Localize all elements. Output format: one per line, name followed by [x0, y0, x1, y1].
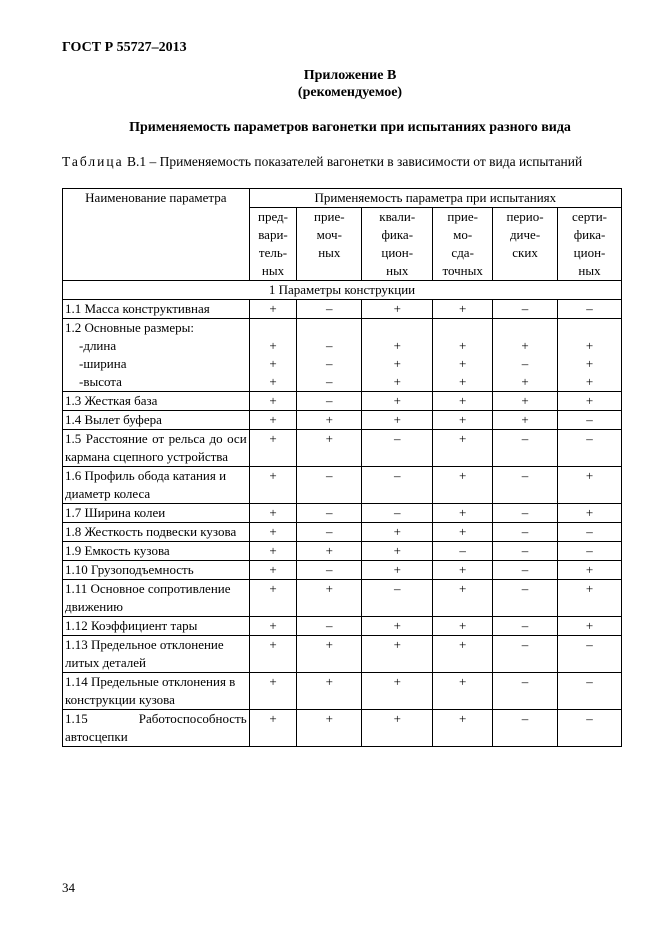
- applicability-cell: –: [493, 300, 558, 319]
- header-col-periodic: перио- диче- ских: [493, 208, 558, 281]
- applicability-cell: +: [249, 392, 297, 411]
- applicability-mark: +: [269, 374, 277, 389]
- applicability-cell: +: [297, 636, 362, 673]
- applicability-mark: –: [326, 374, 333, 389]
- applicability-cell: –: [297, 561, 362, 580]
- applicability-cell: –: [558, 523, 622, 542]
- table-row: [63, 580, 622, 617]
- applicability-cell: +: [249, 411, 297, 430]
- table-caption-text: В.1 – Применяемость показателей вагонетки в зависимости от вида испытаний: [123, 154, 583, 169]
- table-row: [63, 710, 622, 747]
- applicability-mark: +: [393, 356, 401, 371]
- applicability-mark: –: [326, 338, 333, 353]
- row-parameter-name: 1.10 Грузоподъемность: [63, 561, 250, 580]
- applicability-cell: +: [249, 523, 297, 542]
- applicability-cell: –: [493, 617, 558, 636]
- applicability-cell: +: [433, 636, 493, 673]
- applicability-table: [62, 188, 622, 747]
- applicability-cell: +: [249, 580, 297, 617]
- header-col-certification: серти- фика- цион- ных: [558, 208, 622, 281]
- applicability-cell: +: [558, 580, 622, 617]
- applicability-cell: –: [558, 411, 622, 430]
- applicability-mark: +: [585, 374, 594, 389]
- applicability-mark: +: [521, 374, 529, 389]
- table-row: [63, 504, 622, 523]
- applicability-mark: +: [393, 374, 401, 389]
- applicability-cell: +: [249, 710, 297, 747]
- applicability-cell: [249, 319, 297, 392]
- applicability-cell: –: [297, 617, 362, 636]
- applicability-cell: +: [297, 673, 362, 710]
- table-caption: [62, 154, 602, 170]
- applicability-cell: +: [297, 580, 362, 617]
- section-row: 1 Параметры конструкции: [63, 281, 622, 300]
- table-row: [63, 542, 622, 561]
- table-row: [63, 617, 622, 636]
- row-parameter-label: 1.2 Основные размеры:: [65, 320, 195, 335]
- row-parameter-name: 1.15 Работоспособность автосцепки: [63, 710, 250, 747]
- applicability-cell: +: [493, 392, 558, 411]
- applicability-cell: +: [433, 411, 493, 430]
- applicability-cell: +: [362, 411, 433, 430]
- applicability-cell: +: [433, 561, 493, 580]
- applicability-cell: –: [297, 392, 362, 411]
- header-col-delivery: прие- мо- сда- точных: [433, 208, 493, 281]
- applicability-cell: –: [558, 636, 622, 673]
- applicability-cell: –: [493, 467, 558, 504]
- row-parameter-name: 1.4 Вылет буфера: [63, 411, 250, 430]
- applicability-cell: +: [433, 430, 493, 467]
- appendix-title: Приложение В: [303, 68, 397, 83]
- applicability-cell: +: [558, 392, 622, 411]
- applicability-cell: –: [362, 504, 433, 523]
- applicability-cell: +: [558, 467, 622, 504]
- applicability-cell: +: [297, 411, 362, 430]
- applicability-cell: –: [558, 673, 622, 710]
- table-row: [63, 467, 622, 504]
- table-row: [63, 411, 622, 430]
- table-row: [63, 636, 622, 673]
- applicability-cell: +: [558, 617, 622, 636]
- applicability-mark: +: [521, 338, 529, 353]
- applicability-cell: +: [433, 580, 493, 617]
- table-row: [63, 561, 622, 580]
- document-header: ГОСТ Р 55727–2013: [62, 40, 187, 55]
- applicability-cell: –: [493, 561, 558, 580]
- applicability-cell: +: [362, 542, 433, 561]
- applicability-cell: –: [493, 523, 558, 542]
- applicability-mark: +: [269, 338, 277, 353]
- row-parameter-name: 1.6 Профиль обода катания и диаметр колеса: [63, 467, 250, 504]
- row-parameter-name: 1.5 Расстояние от рельса до оси кармана сцепного устройства: [63, 430, 250, 467]
- table-row: [63, 392, 622, 411]
- applicability-cell: +: [433, 300, 493, 319]
- header-parameter-name: Наименование параметра: [63, 189, 250, 281]
- table-body: [63, 300, 622, 747]
- applicability-cell: +: [249, 542, 297, 561]
- applicability-cell: –: [493, 430, 558, 467]
- applicability-cell: +: [433, 504, 493, 523]
- page-number: 34: [62, 880, 75, 895]
- applicability-cell: –: [493, 504, 558, 523]
- applicability-cell: +: [362, 561, 433, 580]
- table-row: [63, 523, 622, 542]
- applicability-cell: +: [362, 673, 433, 710]
- applicability-cell: [493, 319, 558, 392]
- applicability-cell: –: [493, 710, 558, 747]
- table-row: [63, 300, 622, 319]
- row-parameter-name: 1.14 Предельные отклонения в конструкции кузова: [63, 673, 250, 710]
- applicability-mark: +: [459, 374, 467, 389]
- row-parameter-name: 1.13 Предельное отклонение литых деталей: [63, 636, 250, 673]
- applicability-cell: +: [249, 617, 297, 636]
- applicability-cell: –: [297, 467, 362, 504]
- applicability-cell: –: [493, 636, 558, 673]
- applicability-cell: [433, 319, 493, 392]
- applicability-cell: +: [433, 392, 493, 411]
- applicability-cell: +: [362, 617, 433, 636]
- row-sub-parameter: -высота: [79, 374, 122, 389]
- applicability-mark: +: [585, 356, 594, 371]
- applicability-cell: +: [362, 636, 433, 673]
- applicability-cell: +: [249, 467, 297, 504]
- applicability-cell: +: [249, 430, 297, 467]
- row-sub-parameter: -ширина: [79, 356, 127, 371]
- applicability-cell: +: [249, 300, 297, 319]
- applicability-cell: –: [362, 467, 433, 504]
- row-parameter-name: 1.3 Жесткая база: [63, 392, 250, 411]
- applicability-cell: +: [249, 673, 297, 710]
- applicability-mark: +: [269, 356, 277, 371]
- applicability-cell: +: [558, 504, 622, 523]
- applicability-cell: +: [433, 467, 493, 504]
- row-parameter-name: 1.8 Жесткость подвески кузова: [63, 523, 250, 542]
- applicability-cell: –: [433, 542, 493, 561]
- applicability-cell: –: [297, 300, 362, 319]
- applicability-cell: +: [493, 411, 558, 430]
- applicability-cell: +: [249, 504, 297, 523]
- applicability-cell: –: [297, 523, 362, 542]
- applicability-cell: +: [297, 430, 362, 467]
- applicability-cell: +: [558, 561, 622, 580]
- applicability-cell: +: [433, 710, 493, 747]
- applicability-cell: –: [493, 673, 558, 710]
- applicability-cell: [362, 319, 433, 392]
- appendix-status: (рекомендуемое): [297, 85, 403, 100]
- row-parameter-name: 1.12 Коэффициент тары: [63, 617, 250, 636]
- applicability-mark: –: [521, 356, 529, 371]
- row-sub-parameter: -длина: [79, 338, 117, 353]
- row-parameter-name: [63, 319, 250, 392]
- applicability-cell: +: [362, 523, 433, 542]
- applicability-cell: +: [362, 392, 433, 411]
- applicability-cell: –: [558, 300, 622, 319]
- header-col-qualification: квали- фика- цион- ных: [362, 208, 433, 281]
- applicability-mark: +: [459, 356, 467, 371]
- applicability-cell: +: [297, 542, 362, 561]
- table-row: [63, 430, 622, 467]
- applicability-cell: –: [493, 542, 558, 561]
- applicability-mark: +: [585, 338, 594, 353]
- applicability-cell: –: [558, 430, 622, 467]
- applicability-cell: –: [558, 542, 622, 561]
- applicability-cell: –: [493, 580, 558, 617]
- applicability-cell: [558, 319, 622, 392]
- row-parameter-name: 1.1 Масса конструктивная: [63, 300, 250, 319]
- row-parameter-name: 1.11 Основное сопротивление движению: [63, 580, 250, 617]
- applicability-mark: –: [326, 356, 333, 371]
- applicability-cell: +: [249, 561, 297, 580]
- applicability-cell: –: [362, 580, 433, 617]
- applicability-cell: +: [297, 710, 362, 747]
- applicability-cell: +: [433, 673, 493, 710]
- table-row: [63, 319, 622, 392]
- section-title: Применяемость параметров вагонетки при испытаниях разного вида: [129, 120, 571, 135]
- header-col-acceptance: прие- моч- ных: [297, 208, 362, 281]
- applicability-cell: +: [433, 617, 493, 636]
- table-caption-prefix: Таблица: [62, 154, 124, 169]
- applicability-mark: +: [459, 338, 467, 353]
- applicability-cell: [297, 319, 362, 392]
- applicability-cell: –: [558, 710, 622, 747]
- applicability-mark: +: [393, 338, 401, 353]
- row-parameter-name: 1.9 Емкость кузова: [63, 542, 250, 561]
- row-parameter-name: 1.7 Ширина колеи: [63, 504, 250, 523]
- applicability-cell: +: [362, 710, 433, 747]
- applicability-cell: +: [249, 636, 297, 673]
- applicability-cell: +: [362, 300, 433, 319]
- applicability-cell: +: [433, 523, 493, 542]
- header-col-preliminary: пред- вари- тель- ных: [249, 208, 297, 281]
- applicability-cell: –: [362, 430, 433, 467]
- table-row: [63, 673, 622, 710]
- applicability-cell: –: [297, 504, 362, 523]
- header-applicability: Применяемость параметра при испытаниях: [249, 189, 621, 208]
